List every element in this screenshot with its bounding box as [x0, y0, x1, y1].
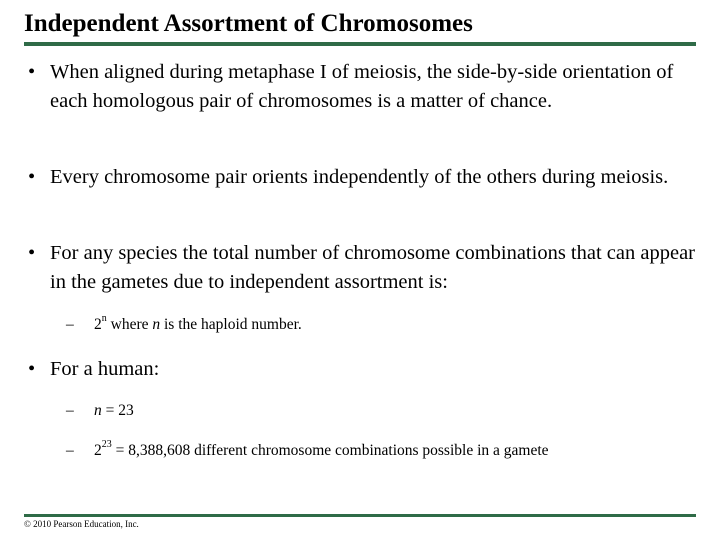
bullet-text: For a human: — [50, 358, 160, 380]
bullet-marker: • — [28, 166, 36, 188]
formula-middle: where — [106, 316, 153, 333]
title-divider — [24, 42, 696, 46]
dash-marker: – — [66, 316, 74, 333]
copyright-footer: © 2010 Pearson Education, Inc. — [24, 519, 139, 529]
result-exponent: 23 — [101, 438, 112, 450]
sub-item-formula — [66, 314, 696, 336]
bullet-text: For any species the total number of chromosome combinations that can appear in the gametes due to independent assortment is: — [50, 242, 695, 293]
bullet-marker: • — [28, 358, 36, 380]
dash-marker: – — [66, 442, 74, 459]
bullet-text: Every chromosome pair orients independently of the others during meiosis. — [50, 166, 669, 188]
sub-item-human-result — [66, 440, 696, 462]
bullet-item — [24, 58, 696, 116]
bullet-text: When aligned during metaphase I of meiosis, the side-by-side orientation of each homologous pair of chromosomes is a matter of chance. — [50, 61, 674, 112]
dash-marker: – — [66, 402, 74, 419]
sub-item-human-n — [66, 400, 696, 422]
human-n-variable: n — [94, 402, 102, 419]
bullet-item — [24, 355, 696, 384]
formula-rest: is the haploid number. — [160, 316, 302, 333]
formula-exponent: n — [101, 312, 107, 324]
bullet-marker: • — [28, 61, 36, 83]
bullet-item — [24, 239, 696, 297]
result-base: 2 — [94, 442, 102, 459]
slide-title: Independent Assortment of Chromosomes — [24, 10, 473, 37]
formula-variable: n — [152, 316, 161, 333]
result-text: = 8,388,608 different chromosome combinations possible in a gamete — [111, 442, 549, 459]
footer-divider — [24, 514, 696, 517]
bullet-marker: • — [28, 242, 36, 264]
human-n-value: = 23 — [101, 402, 134, 419]
bullet-item — [24, 163, 696, 192]
formula-base: 2 — [94, 316, 102, 333]
